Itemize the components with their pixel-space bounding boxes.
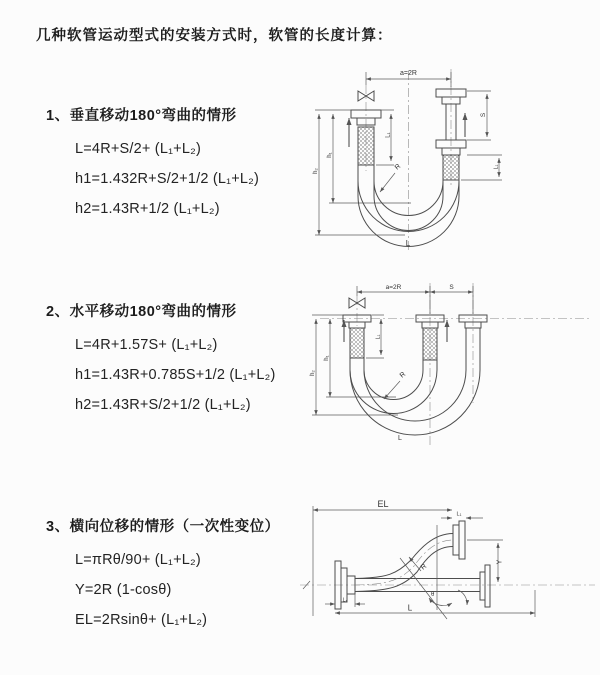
dim-label-l1: L₁ <box>493 164 500 170</box>
formula-line: h1=1.432R+S/2+1/2 (L₁+L₂) <box>75 171 260 187</box>
length-label: L <box>405 239 411 248</box>
formula-line: h2=1.43R+S/2+1/2 (L₁+L₂) <box>75 397 251 413</box>
dim-label-h1: h₁ <box>324 355 330 361</box>
diagram-3-lateral-offset <box>295 498 600 658</box>
angle-arc <box>458 590 467 605</box>
dim-label-h1: h₁ <box>327 152 333 158</box>
length-label: L <box>398 435 402 442</box>
hose-curve-displaced <box>350 335 480 435</box>
dim-label-y: Y <box>496 559 504 565</box>
formula-line: h2=1.43R+1/2 (L₁+L₂) <box>75 201 220 217</box>
dim-label-l1: L₁ <box>456 511 462 518</box>
section-3 <box>46 515 326 635</box>
radius-label: R <box>393 162 403 172</box>
dim-label-el: EL <box>377 499 389 509</box>
formula-line: L=πRθ/90+ (L₁+L₂) <box>75 552 201 568</box>
dim-label-s: S <box>449 284 454 291</box>
dim-label-l: L <box>407 603 413 613</box>
hose-curve-displaced <box>355 534 453 579</box>
formula-line: h1=1.43R+0.785S+1/2 (L₁+L₂) <box>75 367 276 383</box>
section-2-formulas <box>75 330 326 420</box>
radius-label: R <box>398 370 408 380</box>
hose-curve <box>350 358 437 414</box>
hose-curve <box>364 358 423 400</box>
flange <box>485 565 490 607</box>
diagram-1-vertical-180-bend <box>303 63 598 263</box>
braided-hose <box>358 127 374 165</box>
formula-line: L=4R+S/2+ (L₁+L₂) <box>75 141 201 157</box>
formula-line: EL=2Rsinθ+ (L₁+L₂) <box>75 612 208 628</box>
dim-label-l1: L₁ <box>342 597 348 604</box>
braided-hose <box>350 328 364 358</box>
dim-label-s: S <box>480 112 487 118</box>
braided-hose <box>423 328 437 360</box>
radius-leader <box>384 381 400 399</box>
diagram-2-horizontal-180-bend <box>300 278 600 463</box>
page-title: 几种软管运动型式的安装方式时，软管的长度计算： <box>36 28 393 44</box>
dim-label-l1: L₁ <box>385 132 392 138</box>
flange <box>480 572 485 600</box>
braided-hose <box>443 155 459 180</box>
angle-arc <box>429 598 452 606</box>
flange <box>453 525 459 555</box>
dim-label-h2: h₂ <box>310 370 316 376</box>
section-1 <box>46 104 326 224</box>
section-2 <box>46 300 326 420</box>
dim-label-a2r: a=2R <box>400 70 417 77</box>
radius-label: R <box>419 562 429 572</box>
extension-line <box>467 91 491 140</box>
dim-label-h2: h₂ <box>313 168 319 174</box>
section-3-formulas <box>75 545 326 635</box>
flange <box>459 521 465 559</box>
section-2-heading: 2、水平移动180°弯曲的情形 <box>46 304 237 320</box>
section-3-heading: 3、横向位移的情形（一次性变位） <box>46 519 280 535</box>
section-1-formulas <box>75 134 326 224</box>
formula-line: L=4R+1.57S+ (L₁+L₂) <box>75 337 218 353</box>
extension-line <box>357 286 473 314</box>
dim-label-a2r: a=2R <box>385 284 402 291</box>
formula-line: Y=2R (1-cosθ) <box>75 582 172 598</box>
dim-label-l1: L₁ <box>375 334 382 340</box>
radius-leader <box>380 173 395 192</box>
angle-label: θ <box>431 592 435 598</box>
section-1-heading: 1、垂直移动180°弯曲的情形 <box>46 108 237 124</box>
